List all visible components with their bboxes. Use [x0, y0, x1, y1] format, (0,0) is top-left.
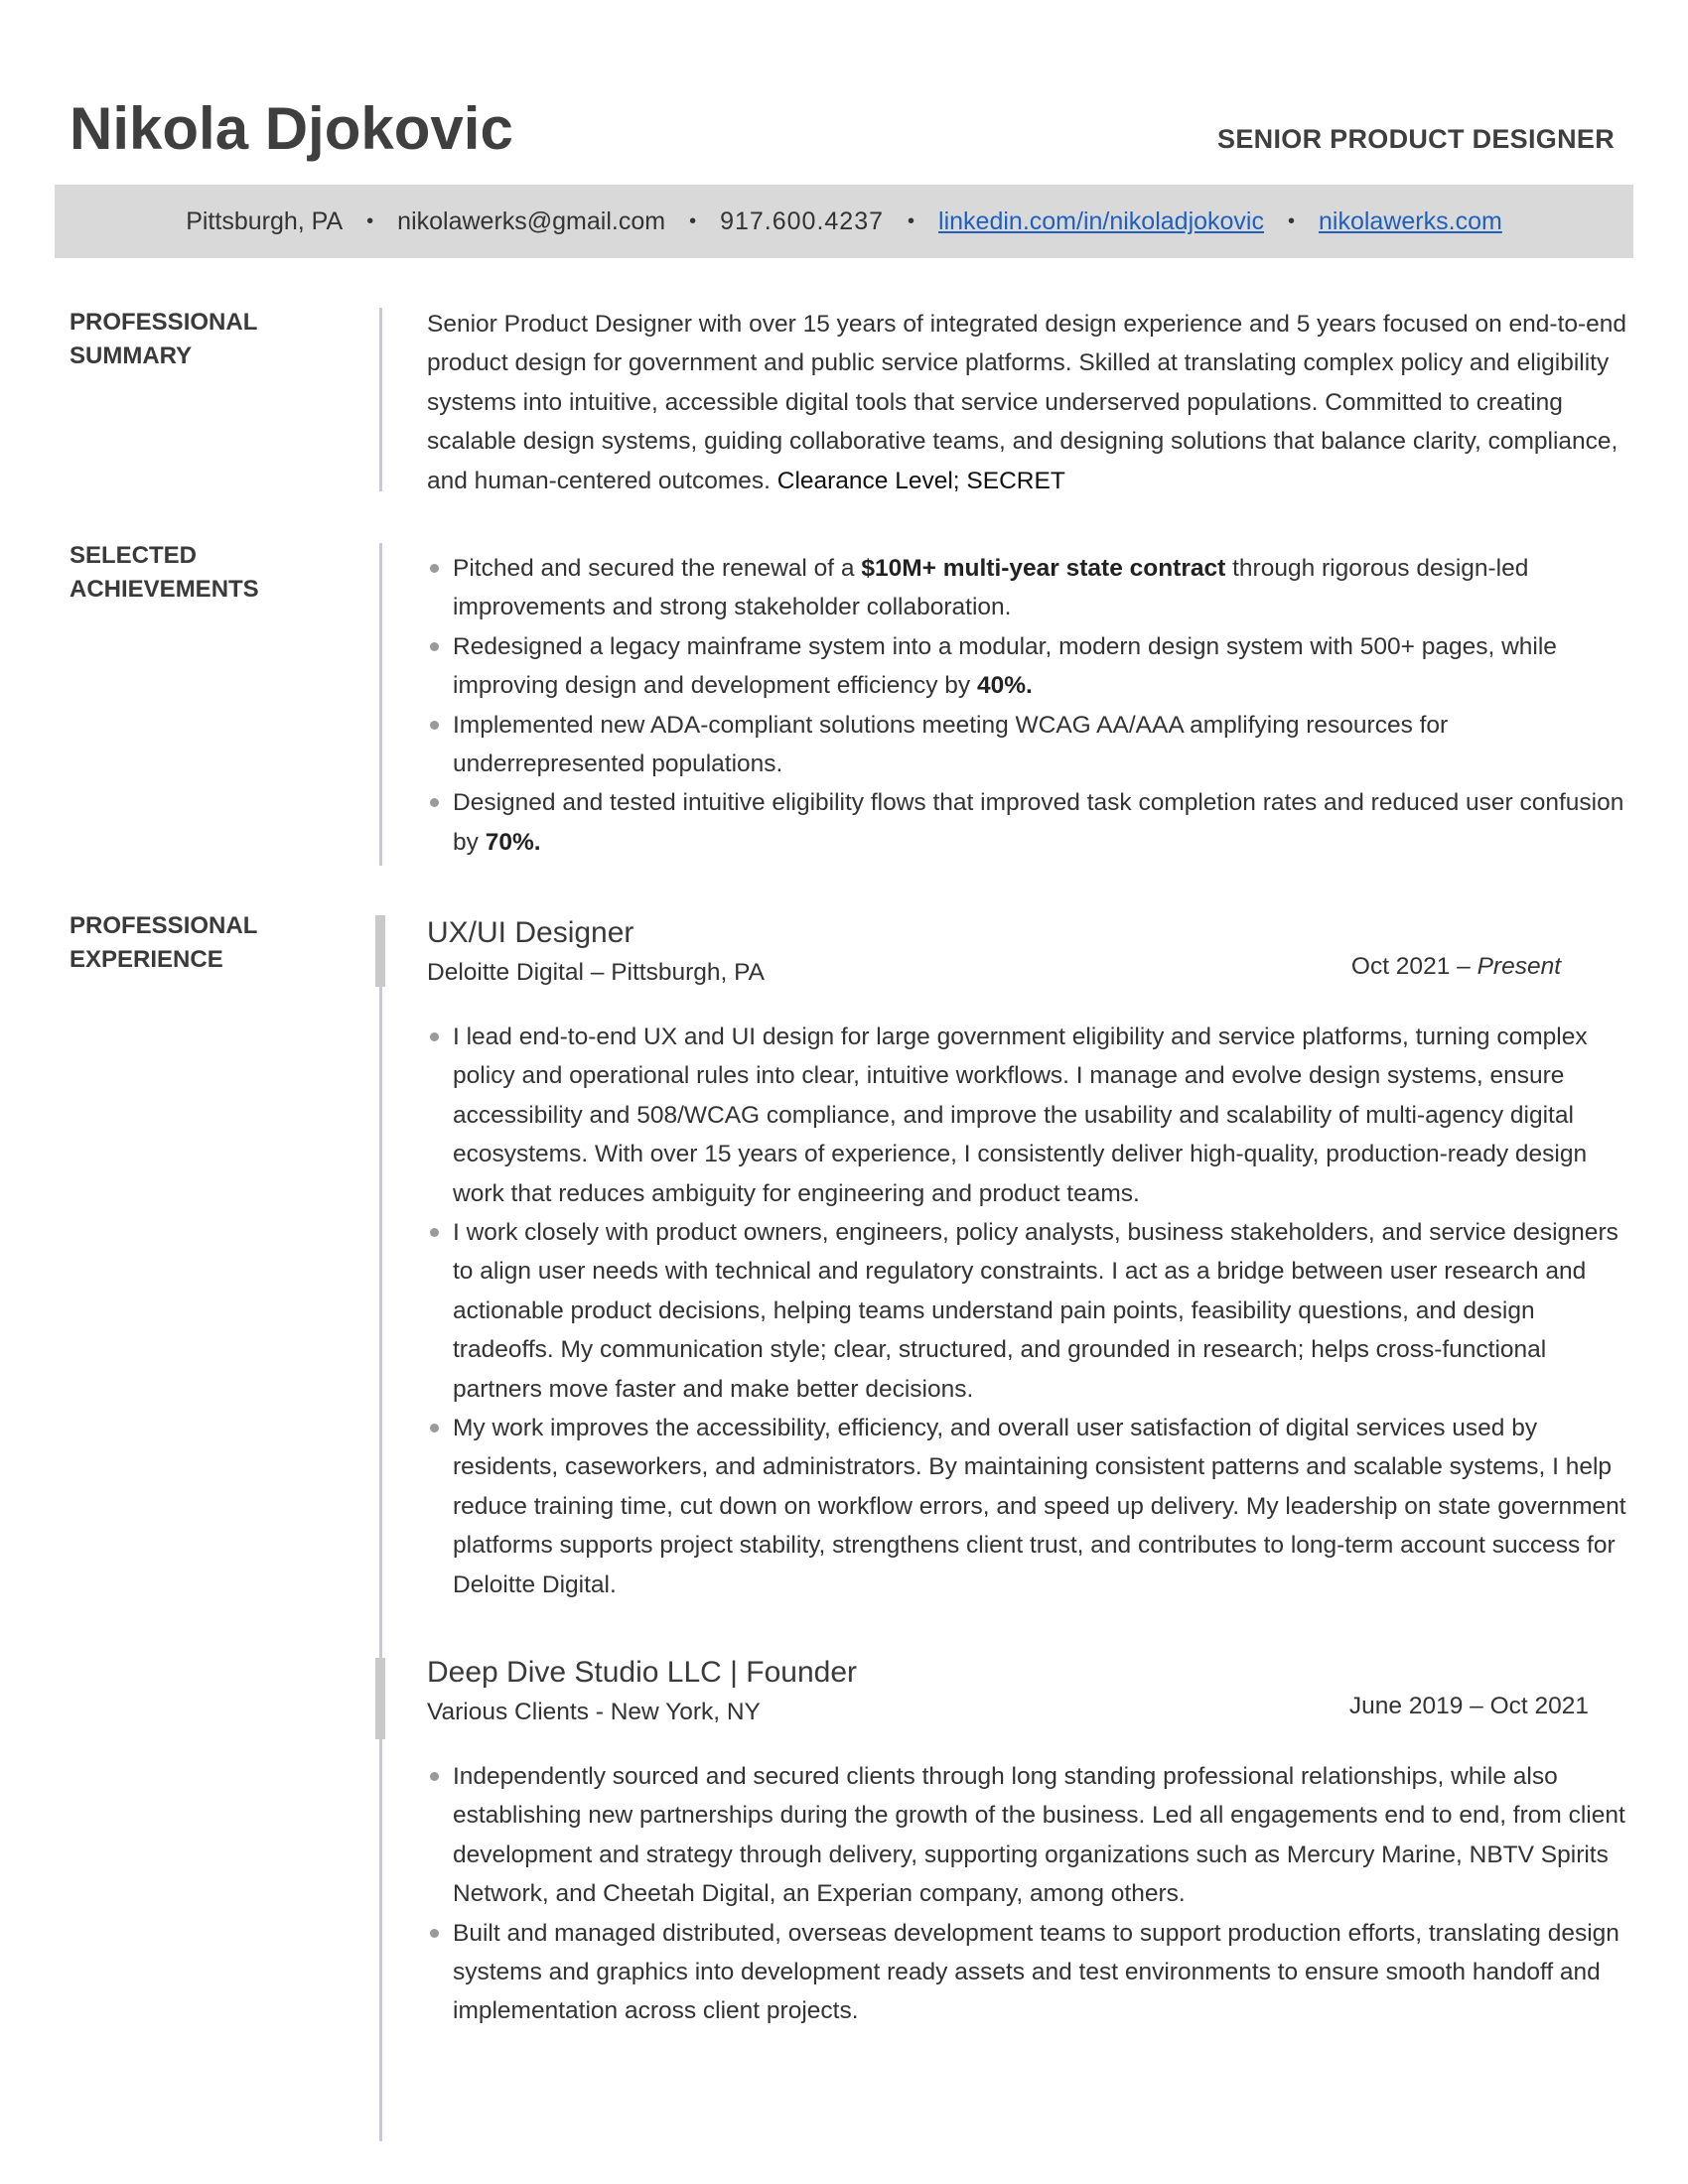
section-divider — [379, 308, 382, 491]
job-meta — [427, 1693, 1589, 1732]
job-dates: June 2019 – Oct 2021 — [1348, 1693, 1589, 1719]
contact-bar — [55, 185, 1633, 258]
contact-location: Pittsburgh, PA — [186, 206, 344, 235]
bullet-separator: • — [689, 209, 697, 232]
job-role-title: Deep Dive Studio LLC | Founder — [427, 1656, 858, 1689]
section-label-summary — [70, 306, 338, 373]
bullet-separator: • — [366, 209, 374, 232]
section-label-line: SELECTED — [70, 542, 198, 569]
summary-text: Senior Product Designer with over 15 years of integrated design experience and 5 years focused on end-to-end product design for government and public service platforms. Skilled at translating complex policy and eligibility systems into intuitive, accessible digital tools that service underserved populations. Committed to creating scalable design systems, guiding collaborative teams, and designing solutions that balance clarity, compliance, and human-centered outcomes. — [427, 311, 1627, 494]
section-label-experience — [70, 909, 338, 977]
section-label-line: PROFESSIONAL — [70, 912, 258, 939]
job-description — [427, 1757, 1628, 2031]
website-link[interactable]: nikolawerks.com — [1319, 206, 1502, 235]
section-label-line: ACHIEVEMENTS — [70, 576, 259, 603]
clearance-level: Clearance Level; SECRET — [776, 467, 1065, 494]
achievement-item: Redesigned a legacy mainframe system into a modular, modern design system with 500+ pages, while improving design and development efficiency by 40%. — [427, 627, 1628, 706]
bullet-separator: • — [908, 209, 915, 232]
achievements-list — [427, 549, 1628, 862]
summary-paragraph — [427, 305, 1628, 500]
section-label-line: SUMMARY — [70, 342, 193, 369]
job-entry — [427, 1653, 1589, 1732]
achievement-item: Implemented new ADA-compliant solutions meeting WCAG AA/AAA amplifying resources for underrepresented populations. — [427, 706, 1628, 784]
bullet-separator: • — [1288, 209, 1296, 232]
achievements-content — [427, 549, 1628, 862]
job-marker — [375, 915, 385, 987]
job-bullet: Independently sourced and secured clients through long standing professional relationships, while also establishing new partnerships during the growth of the business. Led all engagements end to end, from client development and strategy through delivery, supporting organizations such as Mercury Marine, NBTV Spirits Network, and Cheetah Digital, an Experian company, among others. — [427, 1757, 1628, 1914]
job-title-heading: SENIOR PRODUCT DESIGNER — [1217, 124, 1615, 154]
section-label-line: EXPERIENCE — [70, 946, 223, 973]
section-label-line: PROFESSIONAL — [70, 309, 258, 336]
contact-phone: 917.600.4237 — [720, 206, 885, 235]
job-bullet: I lead end-to-end UX and UI design for large government eligibility and service platforms, turning complex policy and operational rules into clear, intuitive workflows. I manage and evolve design systems, ensure accessibility and 508/WCAG compliance, and improve the usability and scalability of multi-agency digital ecosystems. With over 15 years of experience, I consistently deliver high-quality, production-ready design work that reduces ambiguity for engineering and product teams. — [427, 1018, 1628, 1213]
job-description — [427, 1018, 1628, 1604]
achievement-item: Pitched and secured the renewal of a $10M+ multi-year state contract through rigorous design-led improvements and strong stakeholder collaboration. — [427, 549, 1628, 627]
job-bullet-list — [427, 1018, 1628, 1604]
job-bullet: My work improves the accessibility, efficiency, and overall user satisfaction of digital services used by residents, caseworkers, and administrators. By maintaining consistent patterns and scalable systems, I help reduce training time, cut down on workflow errors, and speed up delivery. My leadership on state government platforms supports project stability, strengthens client trust, and contributes to long-term account success for Deloitte Digital. — [427, 1409, 1628, 1604]
section-label-achievements — [70, 539, 338, 607]
section-divider — [379, 915, 382, 2141]
contact-email: nikolawerks@gmail.com — [397, 206, 666, 235]
job-dates: Oct 2021 – Present — [1350, 953, 1561, 980]
section-divider — [379, 543, 382, 866]
job-bullet: I work closely with product owners, engineers, policy analysts, business stakeholders, and service designers to align user needs with technical and regulatory constraints. I act as a bridge between user research and actionable product decisions, helping teams understand pain points, feasibility questions, and design tradeoffs. My communication style; clear, structured, and grounded in research; helps cross-functional partners move faster and make better decisions. — [427, 1213, 1628, 1409]
candidate-name: Nikola Djokovic — [70, 95, 513, 162]
job-meta — [427, 953, 1569, 993]
job-role-title: UX/UI Designer — [427, 916, 634, 949]
job-bullet: Built and managed distributed, overseas development teams to support production efforts, translating design systems and graphics into development ready assets and test environments to ensure smooth handoff and implementation across client projects. — [427, 1914, 1628, 2031]
job-company: Various Clients - New York, NY — [427, 1699, 761, 1725]
job-company: Deloitte Digital – Pittsburgh, PA — [427, 959, 765, 986]
job-entry — [427, 913, 1569, 993]
achievement-item: Designed and tested intuitive eligibility flows that improved task completion rates and reduced user confusion by 70%. — [427, 783, 1628, 862]
job-bullet-list — [427, 1757, 1628, 2031]
job-marker — [375, 1658, 385, 1739]
linkedin-link[interactable]: linkedin.com/in/nikoladjokovic — [938, 206, 1264, 235]
summary-content — [427, 305, 1628, 500]
